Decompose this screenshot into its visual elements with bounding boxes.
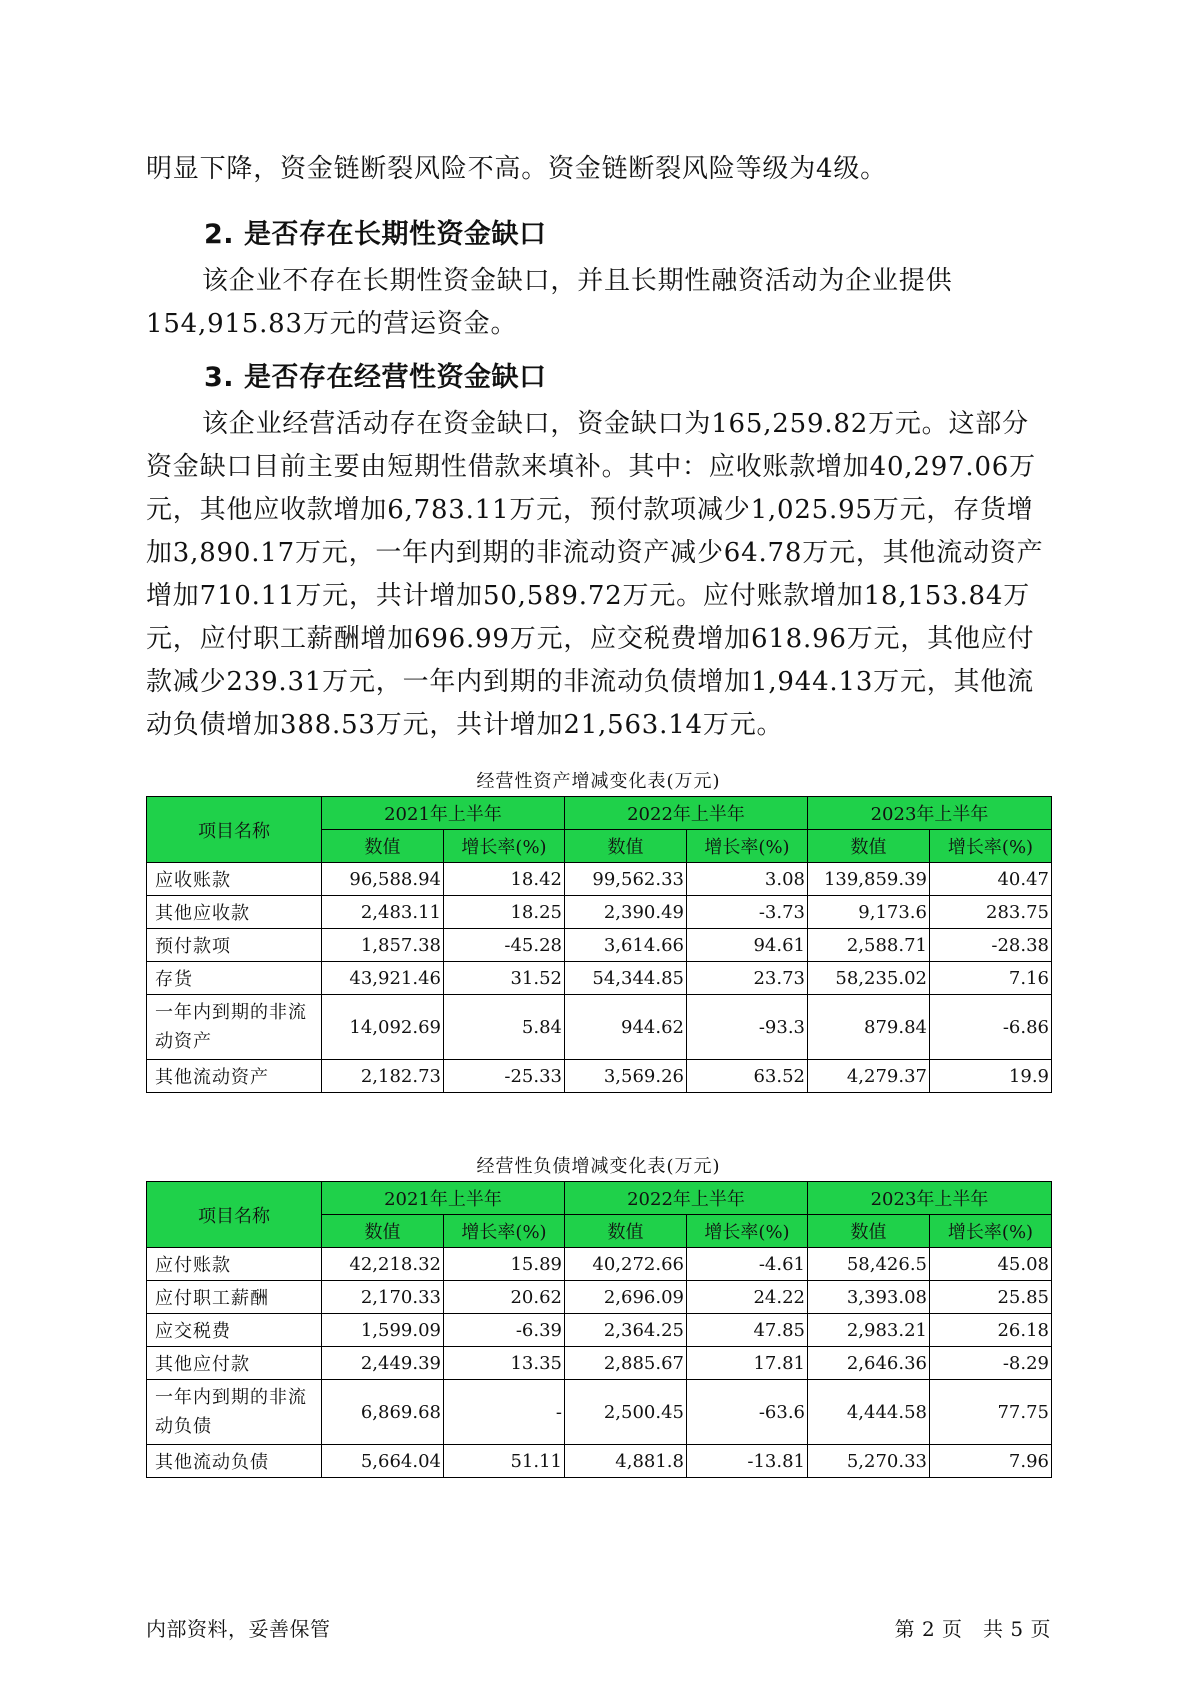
header-growth: 增长率(%) — [687, 830, 808, 863]
value-2021-cell: 1,599.09 — [322, 1314, 444, 1347]
value-2022-cell: 2,696.09 — [565, 1281, 687, 1314]
value-2021-cell: 2,449.39 — [322, 1347, 444, 1380]
table-row — [147, 896, 1052, 929]
header-2022h1: 2022年上半年 — [565, 797, 808, 830]
header-growth: 增长率(%) — [930, 830, 1052, 863]
table-row — [147, 929, 1052, 962]
table-row — [147, 1380, 1052, 1445]
value-2022-cell: 54,344.85 — [565, 962, 687, 995]
liabilities-table-body — [147, 1248, 1052, 1478]
growth-2023-cell: 26.18 — [930, 1314, 1052, 1347]
growth-2022-cell: 3.08 — [687, 863, 808, 896]
value-2021-cell: 96,588.94 — [322, 863, 444, 896]
paragraph-operating-gap-text: 该企业经营活动存在资金缺口，资金缺口为165,259.82万元。这部分资金缺口目前主要由短期性借款来填补。其中：应收账款增加40,297.06万元，其他应收款增加6,783.11万元，预付款项减少1,025.95万元，存货增加3,890.17万元，一年内到期的非流动资产减少64.78万元，其他流动资产增加710.11万元，共计增加50,589.72万元。应付账款增加18,153.84万元，应付职工薪酬增加696.99万元，应交税费增加618.96万元，其他应付款减少239.31万元，一年内到期的非流动负债增加1,944.13万元，其他流动负债增加388.53万元，共计增加21,563.14万元。 — [146, 409, 1044, 740]
value-2023-cell: 2,983.21 — [808, 1314, 930, 1347]
row-name-cell: 预付款项 — [147, 929, 322, 962]
table-row — [147, 863, 1052, 896]
value-2023-cell: 2,588.71 — [808, 929, 930, 962]
value-2022-cell: 2,885.67 — [565, 1347, 687, 1380]
growth-2021-cell: -6.39 — [444, 1314, 565, 1347]
growth-2023-cell: -6.86 — [930, 995, 1052, 1060]
value-2023-cell: 9,173.6 — [808, 896, 930, 929]
row-name-cell: 应收账款 — [147, 863, 322, 896]
row-name-cell: 其他应收款 — [147, 896, 322, 929]
growth-2023-cell: -28.38 — [930, 929, 1052, 962]
header-growth: 增长率(%) — [444, 830, 565, 863]
value-2022-cell: 2,390.49 — [565, 896, 687, 929]
header-value: 数值 — [808, 830, 930, 863]
row-name-cell: 其他流动负债 — [147, 1445, 322, 1478]
growth-2023-cell: 7.96 — [930, 1445, 1052, 1478]
growth-2021-cell: 18.25 — [444, 896, 565, 929]
value-2023-cell: 5,270.33 — [808, 1445, 930, 1478]
growth-2021-cell: 18.42 — [444, 863, 565, 896]
growth-2022-cell: 17.81 — [687, 1347, 808, 1380]
growth-2021-cell: - — [444, 1380, 565, 1445]
value-2021-cell: 5,664.04 — [322, 1445, 444, 1478]
growth-2022-cell: 24.22 — [687, 1281, 808, 1314]
header-growth: 增长率(%) — [444, 1215, 565, 1248]
growth-2023-cell: 19.9 — [930, 1060, 1052, 1093]
value-2021-cell: 6,869.68 — [322, 1380, 444, 1445]
growth-2021-cell: 51.11 — [444, 1445, 565, 1478]
growth-2023-cell: -8.29 — [930, 1347, 1052, 1380]
growth-2022-cell: -93.3 — [687, 995, 808, 1060]
header-2022h1: 2022年上半年 — [565, 1182, 808, 1215]
paragraph-operating-gap — [146, 403, 1046, 747]
growth-2023-cell: 40.47 — [930, 863, 1052, 896]
row-name-cell: 一年内到期的非流动资产 — [147, 995, 322, 1060]
value-2021-cell: 2,182.73 — [322, 1060, 444, 1093]
value-2021-cell: 2,483.11 — [322, 896, 444, 929]
value-2023-cell: 3,393.08 — [808, 1281, 930, 1314]
value-2022-cell: 40,272.66 — [565, 1248, 687, 1281]
table-row — [147, 1445, 1052, 1478]
assets-table-caption: 经营性资产增减变化表(万元) — [476, 771, 721, 792]
value-2021-cell: 42,218.32 — [322, 1248, 444, 1281]
footer-confidential-note: 内部资料，妥善保管 — [146, 1617, 331, 1641]
growth-2021-cell: -25.33 — [444, 1060, 565, 1093]
value-2023-cell: 58,235.02 — [808, 962, 930, 995]
row-name-cell: 一年内到期的非流动负债 — [147, 1380, 322, 1445]
growth-2022-cell: -4.61 — [687, 1248, 808, 1281]
table-row — [147, 1314, 1052, 1347]
growth-2021-cell: 20.62 — [444, 1281, 565, 1314]
paragraph-long-term-gap-text: 该企业不存在长期性资金缺口，并且长期性融资活动为企业提供154,915.83万元的营运资金。 — [146, 266, 953, 339]
row-name-cell: 应交税费 — [147, 1314, 322, 1347]
assets-table-body — [147, 863, 1052, 1093]
table-row — [147, 995, 1052, 1060]
value-2023-cell: 879.84 — [808, 995, 930, 1060]
header-value: 数值 — [322, 1215, 444, 1248]
header-growth: 增长率(%) — [687, 1215, 808, 1248]
value-2023-cell: 58,426.5 — [808, 1248, 930, 1281]
paragraph-long-term-gap — [146, 260, 1046, 346]
header-value: 数值 — [565, 830, 687, 863]
header-2023h1: 2023年上半年 — [808, 1182, 1052, 1215]
header-2021h1: 2021年上半年 — [322, 797, 565, 830]
value-2021-cell: 14,092.69 — [322, 995, 444, 1060]
liabilities-table-caption: 经营性负债增减变化表(万元) — [476, 1156, 721, 1177]
liabilities-table — [146, 1181, 1052, 1478]
paragraph-intro: 明显下降，资金链断裂风险不高。资金链断裂风险等级为4级。 — [146, 154, 887, 184]
footer-page-number: 第 2 页 共 5 页 — [894, 1617, 1051, 1641]
value-2021-cell: 2,170.33 — [322, 1281, 444, 1314]
row-name-cell: 存货 — [147, 962, 322, 995]
growth-2022-cell: -3.73 — [687, 896, 808, 929]
value-2023-cell: 2,646.36 — [808, 1347, 930, 1380]
header-value: 数值 — [565, 1215, 687, 1248]
value-2022-cell: 3,569.26 — [565, 1060, 687, 1093]
header-value: 数值 — [322, 830, 444, 863]
growth-2023-cell: 25.85 — [930, 1281, 1052, 1314]
heading-long-term-gap: 2. 是否存在长期性资金缺口 — [204, 219, 547, 250]
growth-2021-cell: 5.84 — [444, 995, 565, 1060]
heading-operating-gap: 3. 是否存在经营性资金缺口 — [204, 362, 547, 393]
header-growth: 增长率(%) — [930, 1215, 1052, 1248]
growth-2021-cell: -45.28 — [444, 929, 565, 962]
header-2021h1: 2021年上半年 — [322, 1182, 565, 1215]
growth-2022-cell: 47.85 — [687, 1314, 808, 1347]
growth-2023-cell: 283.75 — [930, 896, 1052, 929]
growth-2021-cell: 31.52 — [444, 962, 565, 995]
value-2022-cell: 99,562.33 — [565, 863, 687, 896]
row-name-cell: 应付职工薪酬 — [147, 1281, 322, 1314]
growth-2022-cell: -63.6 — [687, 1380, 808, 1445]
header-item-name: 项目名称 — [147, 797, 322, 863]
table-row — [147, 1281, 1052, 1314]
header-value: 数值 — [808, 1215, 930, 1248]
header-2023h1: 2023年上半年 — [808, 797, 1052, 830]
row-name-cell: 其他流动资产 — [147, 1060, 322, 1093]
growth-2022-cell: 63.52 — [687, 1060, 808, 1093]
value-2022-cell: 2,500.45 — [565, 1380, 687, 1445]
growth-2023-cell: 45.08 — [930, 1248, 1052, 1281]
table-row — [147, 962, 1052, 995]
value-2023-cell: 4,279.37 — [808, 1060, 930, 1093]
assets-table — [146, 796, 1052, 1093]
growth-2021-cell: 13.35 — [444, 1347, 565, 1380]
growth-2021-cell: 15.89 — [444, 1248, 565, 1281]
row-name-cell: 其他应付款 — [147, 1347, 322, 1380]
value-2022-cell: 2,364.25 — [565, 1314, 687, 1347]
table-row — [147, 1347, 1052, 1380]
table-row — [147, 1248, 1052, 1281]
growth-2022-cell: 94.61 — [687, 929, 808, 962]
value-2021-cell: 43,921.46 — [322, 962, 444, 995]
growth-2022-cell: 23.73 — [687, 962, 808, 995]
value-2021-cell: 1,857.38 — [322, 929, 444, 962]
header-item-name: 项目名称 — [147, 1182, 322, 1248]
row-name-cell: 应付账款 — [147, 1248, 322, 1281]
value-2022-cell: 3,614.66 — [565, 929, 687, 962]
value-2022-cell: 944.62 — [565, 995, 687, 1060]
value-2022-cell: 4,881.8 — [565, 1445, 687, 1478]
value-2023-cell: 139,859.39 — [808, 863, 930, 896]
table-row — [147, 1060, 1052, 1093]
growth-2023-cell: 7.16 — [930, 962, 1052, 995]
growth-2022-cell: -13.81 — [687, 1445, 808, 1478]
value-2023-cell: 4,444.58 — [808, 1380, 930, 1445]
growth-2023-cell: 77.75 — [930, 1380, 1052, 1445]
